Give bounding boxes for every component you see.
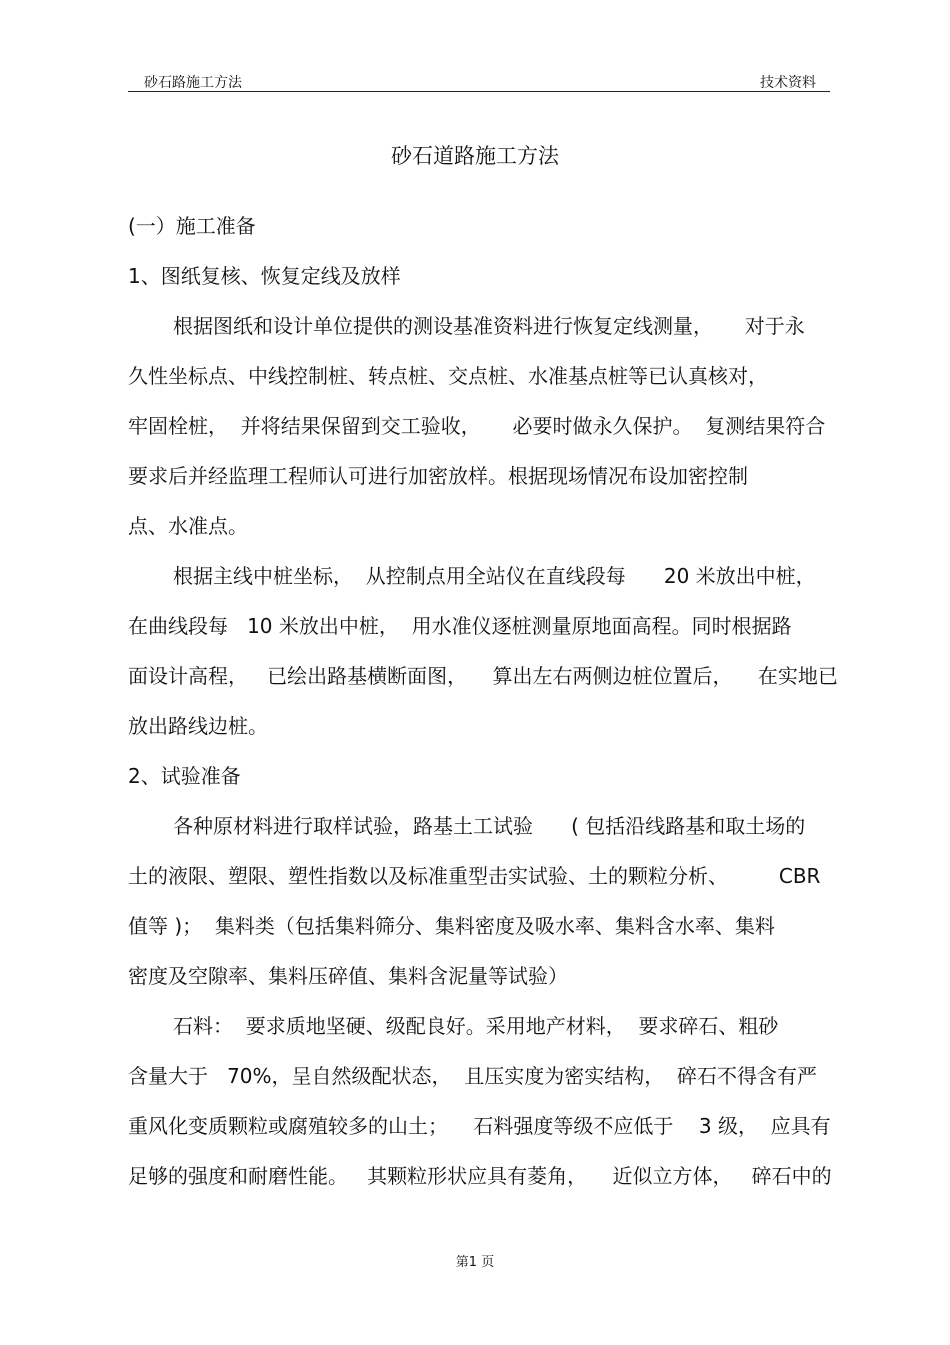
paragraph-line: 土的液限、塑限、塑性指数以及标准重型击实试验、土的颗粒分析、 CBR — [128, 864, 821, 888]
subsection-heading: 1、图纸复核、恢复定线及放样 — [128, 264, 401, 288]
header-left: 砂石路施工方法 — [144, 75, 242, 91]
subsection-heading: 2、试验准备 — [128, 764, 241, 788]
paragraph-line: 重风化变质颗粒或腐殖较多的山土； 石料强度等级不应低于 3 级， 应具有 — [128, 1114, 831, 1138]
paragraph-line: 要求后并经监理工程师认可进行加密放样。根据现场情况布设加密控制 — [128, 464, 748, 488]
header-right: 技术资料 — [760, 75, 816, 91]
section-heading: (一）施工准备 — [128, 214, 256, 238]
paragraph-line: 放出路线边桩。 — [128, 714, 268, 738]
paragraph-line: 含量大于 70%，呈自然级配状态， 且压实度为密实结构， 碎石不得含有严 — [128, 1064, 817, 1088]
paragraph-line: 点、水准点。 — [128, 514, 248, 538]
paragraph-line: 根据图纸和设计单位提供的测设基准资料进行恢复定线测量， 对于永 — [173, 314, 805, 338]
paragraph-line: 在曲线段每 10 米放出中桩， 用水准仪逐桩测量原地面高程。同时根据路 — [128, 614, 792, 638]
paragraph-line: 根据主线中桩坐标， 从控制点用全站仪在直线段每 20 米放出中桩， — [173, 564, 816, 588]
paragraph-line: 久性坐标点、中线控制桩、转点桩、交点桩、水准基点桩等已认真核对， — [128, 364, 768, 388]
paragraph-line: 密度及空隙率、集料压碎值、集料含泥量等试验） — [128, 964, 568, 988]
page-header — [128, 72, 830, 92]
paragraph-line: 值等 )； 集料类（包括集料筛分、集料密度及吸水率、集料含水率、集料 — [128, 914, 775, 938]
paragraph-line: 石料： 要求质地坚硬、级配良好。采用地产材料， 要求碎石、粗砂 — [173, 1014, 779, 1038]
paragraph-line: 牢固栓桩， 并将结果保留到交工验收， 必要时做永久保护。 复测结果符合 — [128, 414, 826, 438]
paragraph-line: 面设计高程， 已绘出路基横断面图， 算出左右两侧边桩位置后， 在实地已 — [128, 664, 838, 688]
document-title: 砂石道路施工方法 — [391, 144, 559, 168]
paragraph-line: 足够的强度和耐磨性能。 其颗粒形状应具有菱角， 近似立方体， 碎石中的 — [128, 1164, 832, 1188]
paragraph-line: 各种原材料进行取样试验，路基土工试验 ( 包括沿线路基和取土场的 — [173, 814, 806, 838]
page-number: 第1 页 — [455, 1255, 495, 1270]
